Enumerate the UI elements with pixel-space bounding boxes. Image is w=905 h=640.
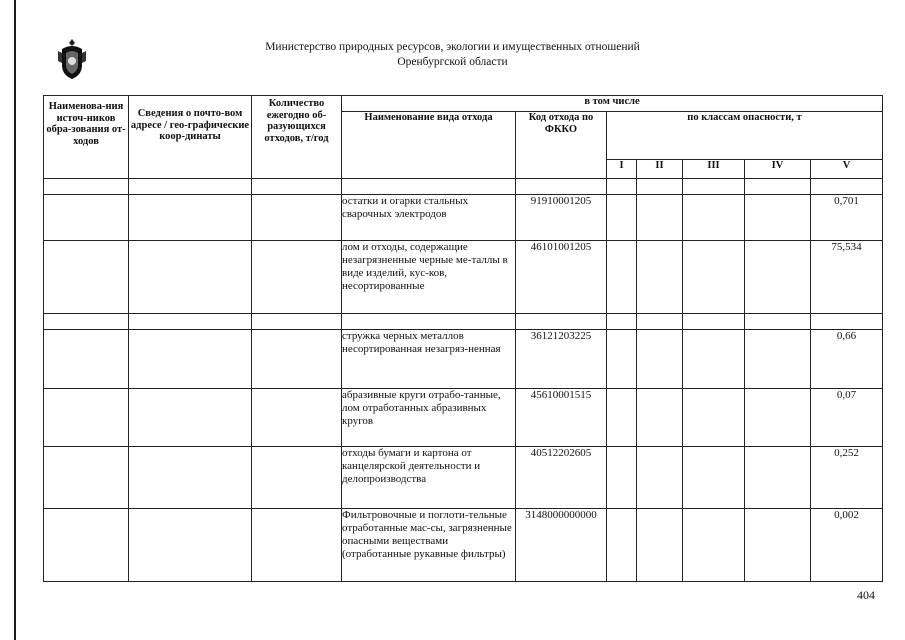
table-row xyxy=(44,330,883,389)
col-header-waste-name: Наименование вида отхода xyxy=(342,112,516,179)
fkko-code: 91910001205 xyxy=(516,195,607,241)
hazard-v-value-text: 75,534 xyxy=(831,241,862,253)
waste-name: Фильтровочные и поглоти-тельные отработанные мас-сы, загрязненные опасными веществами (отработанные рукавные фильтры) xyxy=(342,509,516,582)
hazard-classes-header: по классам опасности, т xyxy=(607,112,883,160)
hazard-class-5: V xyxy=(811,160,883,179)
waste-name: остатки и огарки стальных сварочных электродов xyxy=(342,195,516,241)
group-header-including: в том числе xyxy=(342,96,883,112)
hazard-v-value-text: 0,252 xyxy=(834,447,859,459)
fkko-code: 36121203225 xyxy=(516,330,607,389)
fkko-code: 46101001205 xyxy=(516,241,607,314)
table-row xyxy=(44,447,883,509)
hazard-v-value xyxy=(811,330,883,389)
hazard-v-value xyxy=(811,389,883,447)
waste-name: лом и отходы, содержащие незагрязненные черные ме-таллы в виде изделий, кус-ков, несортированные xyxy=(342,241,516,314)
hazard-v-value xyxy=(811,241,883,314)
hazard-class-4: IV xyxy=(745,160,811,179)
hazard-v-value-text: 0,66 xyxy=(836,330,857,342)
hazard-v-value-text: 0,07 xyxy=(836,389,857,401)
hazard-class-3: III xyxy=(683,160,745,179)
col-header-fkko-code: Код отхода по ФККО xyxy=(516,112,607,179)
left-margin-rule xyxy=(14,0,16,640)
table-row xyxy=(44,509,883,582)
fkko-code: 40512202605 xyxy=(516,447,607,509)
fkko-code: 45610001515 xyxy=(516,389,607,447)
hazard-v-value-text: 0,701 xyxy=(834,195,859,207)
table-row xyxy=(44,195,883,241)
hazard-v-value xyxy=(811,195,883,241)
table-row xyxy=(44,241,883,314)
hazard-class-1: I xyxy=(607,160,637,179)
ministry-name-line2: Оренбургской области xyxy=(397,56,508,68)
col-header-quantity: Количество ежегодно об-разующихся отходов, т/год xyxy=(252,96,342,179)
fkko-code: 3148000000000 xyxy=(516,509,607,582)
hazard-v-value-text: 0,002 xyxy=(834,509,859,521)
hazard-v-value xyxy=(811,509,883,582)
ministry-name-line1: Министерство природных ресурсов, экологии и имущественных отношений xyxy=(265,41,640,53)
table-spacer-row xyxy=(44,314,883,330)
col-header-source-name: Наименова-ния источ-ников обра-зования от-ходов xyxy=(44,96,129,179)
hazard-v-value xyxy=(811,447,883,509)
waste-sources-table xyxy=(43,95,883,582)
waste-name: стружка черных металлов несортированная незагряз-ненная xyxy=(342,330,516,389)
table-row xyxy=(44,389,883,447)
waste-name: отходы бумаги и картона от канцелярской деятельности и делопроизводства xyxy=(342,447,516,509)
page-number: 404 xyxy=(857,588,875,602)
col-header-address: Сведения о почто-вом адресе / гео-графические коор-динаты xyxy=(129,96,252,179)
waste-name: абразивные круги отрабо-танные, лом отработанных абразивных кругов xyxy=(342,389,516,447)
table-spacer-row xyxy=(44,179,883,195)
hazard-class-2: II xyxy=(637,160,683,179)
